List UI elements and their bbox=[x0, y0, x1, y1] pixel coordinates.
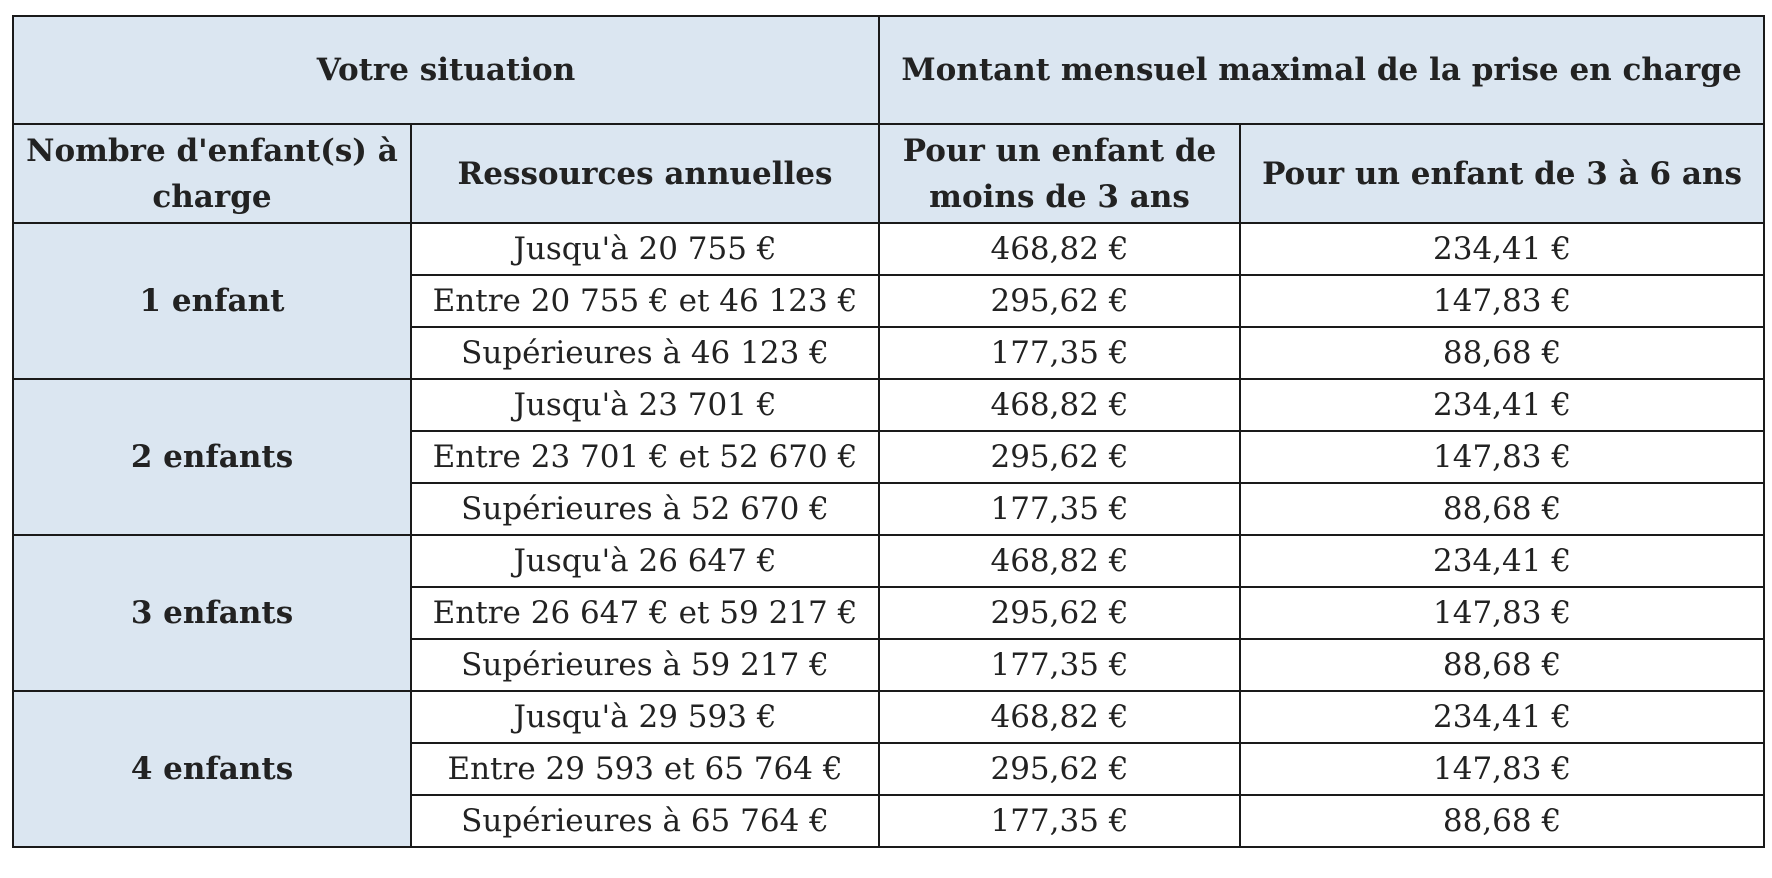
resources-cell: Supérieures à 65 764 € bbox=[411, 795, 879, 847]
resources-cell: Jusqu'à 29 593 € bbox=[411, 691, 879, 743]
amount-under-3-cell: 295,62 € bbox=[879, 587, 1240, 639]
amount-3-to-6-cell: 234,41 € bbox=[1240, 535, 1764, 587]
resources-cell: Entre 29 593 et 65 764 € bbox=[411, 743, 879, 795]
resources-cell: Supérieures à 46 123 € bbox=[411, 327, 879, 379]
group-label-4-children: 4 enfants bbox=[13, 691, 411, 847]
group-label-1-child: 1 enfant bbox=[13, 223, 411, 379]
column-header-3-to-6: Pour un enfant de 3 à 6 ans bbox=[1240, 124, 1764, 223]
column-header-under-3: Pour un enfant de moins de 3 ans bbox=[879, 124, 1240, 223]
amount-under-3-cell: 468,82 € bbox=[879, 535, 1240, 587]
resources-cell: Supérieures à 59 217 € bbox=[411, 639, 879, 691]
amount-under-3-cell: 295,62 € bbox=[879, 743, 1240, 795]
amount-3-to-6-cell: 147,83 € bbox=[1240, 431, 1764, 483]
resources-cell: Jusqu'à 23 701 € bbox=[411, 379, 879, 431]
resources-cell: Entre 23 701 € et 52 670 € bbox=[411, 431, 879, 483]
amount-3-to-6-cell: 88,68 € bbox=[1240, 639, 1764, 691]
column-header-children-count: Nombre d'enfant(s) à charge bbox=[13, 124, 411, 223]
amount-under-3-cell: 177,35 € bbox=[879, 327, 1240, 379]
amount-under-3-cell: 468,82 € bbox=[879, 223, 1240, 275]
header-monthly-amount: Montant mensuel maximal de la prise en charge bbox=[879, 16, 1764, 124]
group-label-2-children: 2 enfants bbox=[13, 379, 411, 535]
column-header-annual-resources: Ressources annuelles bbox=[411, 124, 879, 223]
amount-under-3-cell: 177,35 € bbox=[879, 639, 1240, 691]
group-label-3-children: 3 enfants bbox=[13, 535, 411, 691]
table-row bbox=[13, 223, 1764, 275]
amount-under-3-cell: 177,35 € bbox=[879, 795, 1240, 847]
amount-3-to-6-cell: 234,41 € bbox=[1240, 223, 1764, 275]
amount-3-to-6-cell: 147,83 € bbox=[1240, 275, 1764, 327]
amount-3-to-6-cell: 147,83 € bbox=[1240, 587, 1764, 639]
resources-cell: Entre 26 647 € et 59 217 € bbox=[411, 587, 879, 639]
table-row bbox=[13, 379, 1764, 431]
table-row bbox=[13, 691, 1764, 743]
amount-under-3-cell: 468,82 € bbox=[879, 379, 1240, 431]
resources-cell: Supérieures à 52 670 € bbox=[411, 483, 879, 535]
amount-3-to-6-cell: 88,68 € bbox=[1240, 483, 1764, 535]
amount-3-to-6-cell: 88,68 € bbox=[1240, 795, 1764, 847]
amount-3-to-6-cell: 88,68 € bbox=[1240, 327, 1764, 379]
resources-cell: Jusqu'à 26 647 € bbox=[411, 535, 879, 587]
amount-3-to-6-cell: 234,41 € bbox=[1240, 379, 1764, 431]
amount-under-3-cell: 177,35 € bbox=[879, 483, 1240, 535]
table-row bbox=[13, 535, 1764, 587]
header-situation: Votre situation bbox=[13, 16, 879, 124]
amount-under-3-cell: 295,62 € bbox=[879, 431, 1240, 483]
amount-under-3-cell: 295,62 € bbox=[879, 275, 1240, 327]
amount-3-to-6-cell: 234,41 € bbox=[1240, 691, 1764, 743]
resources-cell: Entre 20 755 € et 46 123 € bbox=[411, 275, 879, 327]
amount-under-3-cell: 468,82 € bbox=[879, 691, 1240, 743]
resources-cell: Jusqu'à 20 755 € bbox=[411, 223, 879, 275]
amount-3-to-6-cell: 147,83 € bbox=[1240, 743, 1764, 795]
aid-amount-table bbox=[12, 15, 1765, 848]
